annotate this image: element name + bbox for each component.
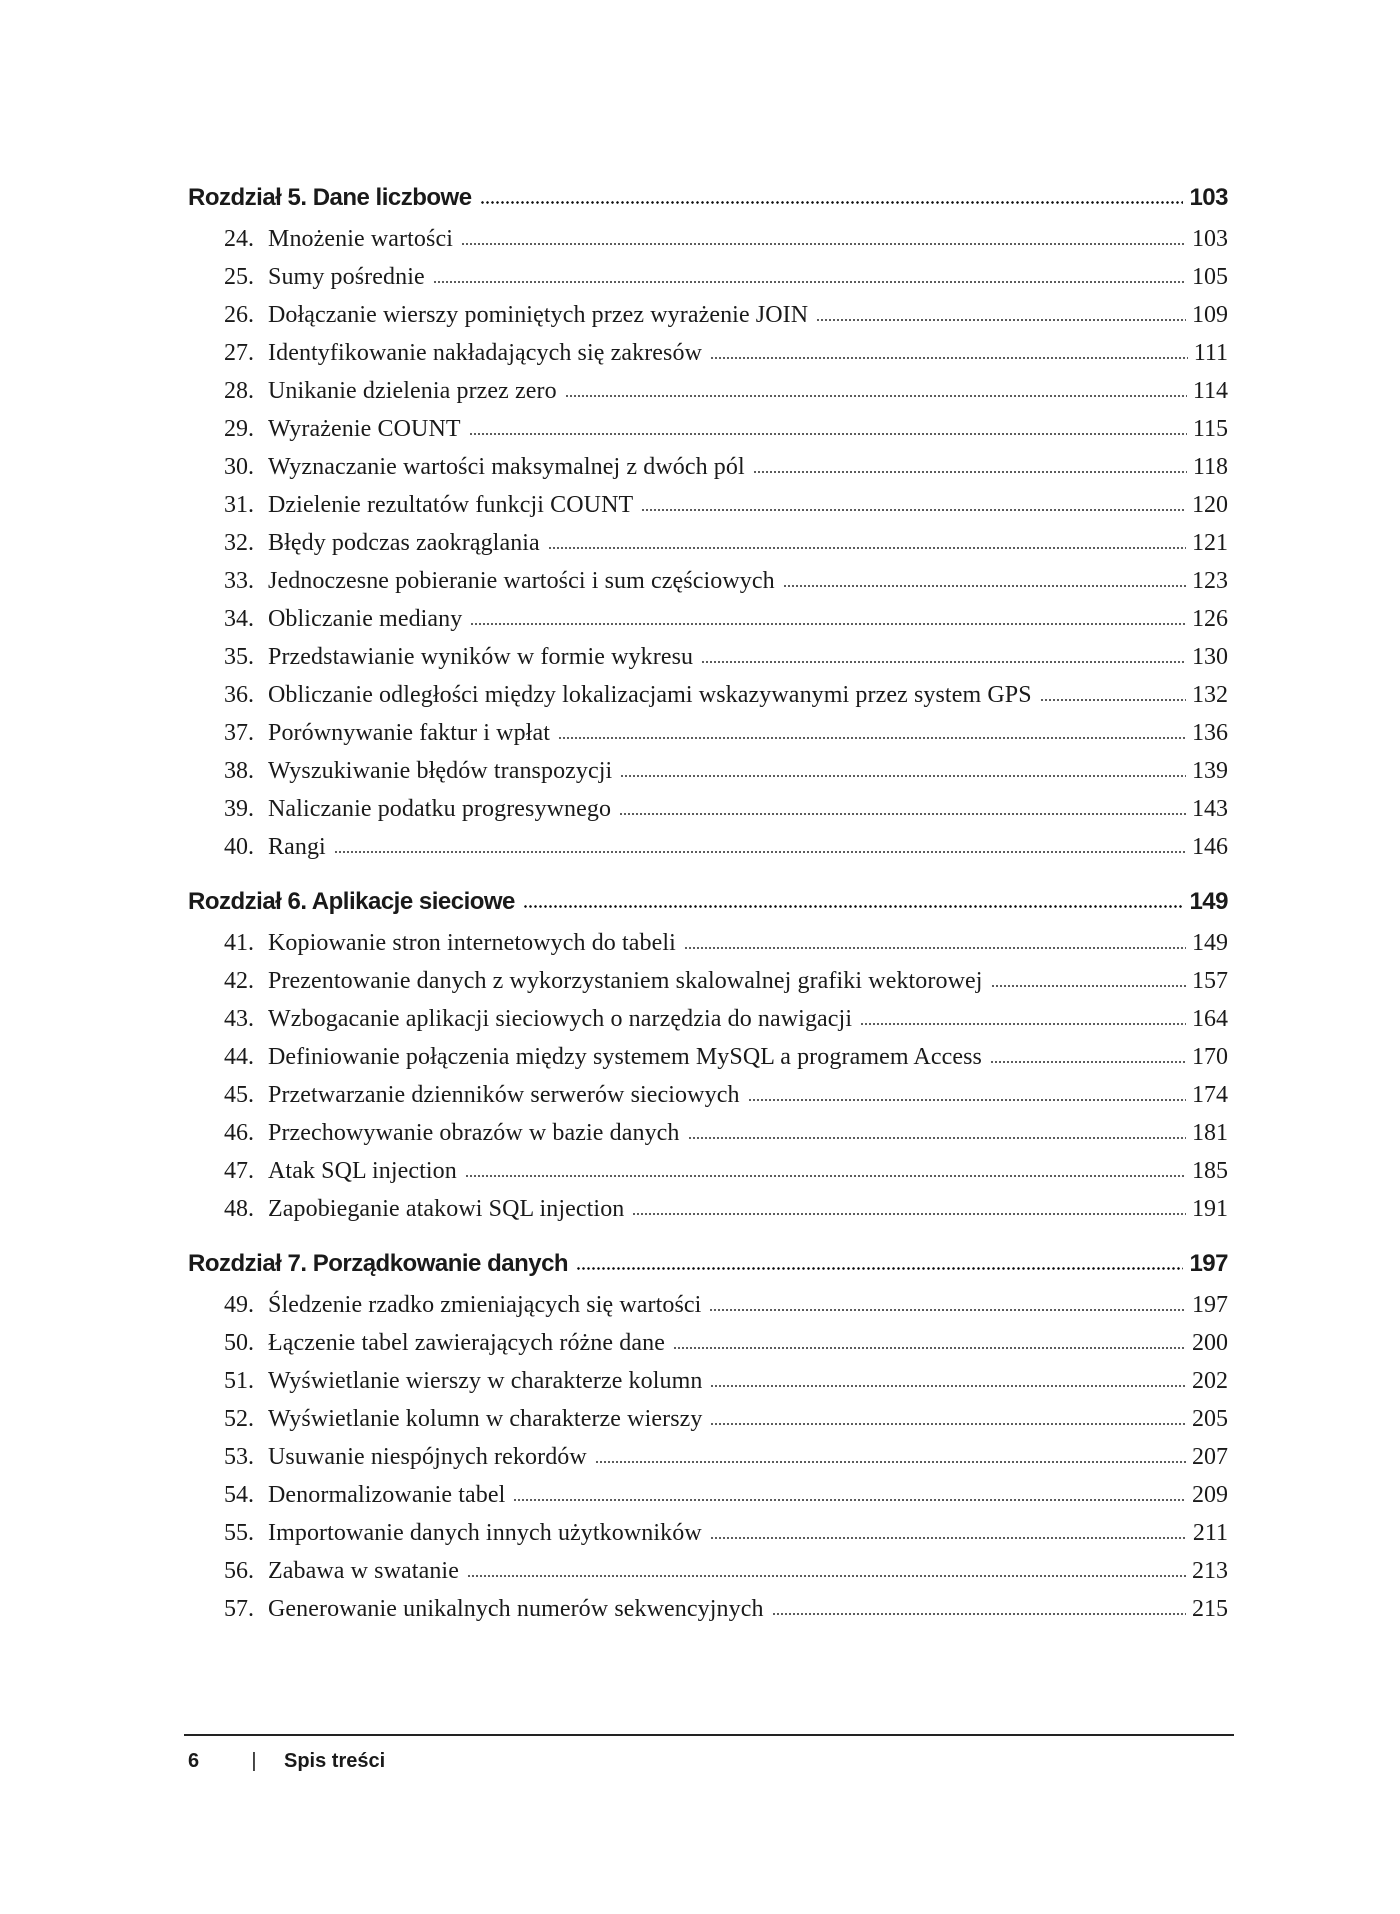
dot-leader bbox=[595, 1461, 1186, 1463]
entry-page-number: 121 bbox=[1192, 530, 1228, 556]
toc-entry[interactable] bbox=[188, 1330, 1228, 1368]
footer-section-title: Spis treści bbox=[284, 1750, 386, 1772]
entry-page-number: 136 bbox=[1192, 720, 1228, 746]
dot-leader bbox=[1040, 699, 1186, 701]
chapter-page-number: 197 bbox=[1189, 1250, 1228, 1277]
toc-entry[interactable] bbox=[188, 796, 1228, 834]
entry-title: Zabawa w swatanie bbox=[268, 1558, 459, 1584]
entry-page-number: 164 bbox=[1192, 1006, 1228, 1032]
chapter-page-number: 149 bbox=[1189, 888, 1228, 915]
entry-title: Unikanie dzielenia przez zero bbox=[268, 378, 557, 404]
entry-number: 34. bbox=[224, 606, 254, 632]
dot-leader bbox=[860, 1023, 1186, 1025]
toc-entry[interactable] bbox=[188, 378, 1228, 416]
entry-number: 27. bbox=[224, 340, 254, 366]
entry-title: Łączenie tabel zawierających różne dane bbox=[268, 1330, 665, 1356]
toc-entry[interactable] bbox=[188, 226, 1228, 264]
dot-leader bbox=[523, 905, 1184, 908]
entry-title: Porównywanie faktur i wpłat bbox=[268, 720, 550, 746]
entry-title: Błędy podczas zaokrąglania bbox=[268, 530, 540, 556]
toc-entry[interactable] bbox=[188, 1158, 1228, 1196]
toc-entry[interactable] bbox=[188, 1596, 1228, 1634]
entry-page-number: 111 bbox=[1193, 340, 1228, 366]
dot-leader bbox=[632, 1213, 1186, 1215]
entry-page-number: 103 bbox=[1192, 226, 1228, 252]
toc-entry[interactable] bbox=[188, 1368, 1228, 1406]
chapter-heading[interactable] bbox=[188, 1250, 1228, 1292]
entry-page-number: 200 bbox=[1192, 1330, 1228, 1356]
entry-number: 24. bbox=[224, 226, 254, 252]
toc-entry[interactable] bbox=[188, 1482, 1228, 1520]
toc-entry[interactable] bbox=[188, 1120, 1228, 1158]
toc-entry[interactable] bbox=[188, 1292, 1228, 1330]
entry-number: 42. bbox=[224, 968, 254, 994]
entry-title: Definiowanie połączenia między systemem MySQL a programem Access bbox=[268, 1044, 982, 1070]
entry-number: 46. bbox=[224, 1120, 254, 1146]
entry-page-number: 185 bbox=[1192, 1158, 1228, 1184]
entry-page-number: 115 bbox=[1192, 416, 1228, 442]
entry-title: Prezentowanie danych z wykorzystaniem skalowalnej grafiki wektorowej bbox=[268, 968, 983, 994]
entry-number: 53. bbox=[224, 1444, 254, 1470]
dot-leader bbox=[816, 319, 1186, 321]
dot-leader bbox=[673, 1347, 1186, 1349]
toc-entry[interactable] bbox=[188, 1196, 1228, 1234]
entry-title: Jednoczesne pobieranie wartości i sum częściowych bbox=[268, 568, 775, 594]
entry-title: Denormalizowanie tabel bbox=[268, 1482, 506, 1508]
dot-leader bbox=[991, 985, 1186, 987]
dot-leader bbox=[465, 1175, 1186, 1177]
entry-title: Obliczanie odległości między lokalizacjami wskazywanymi przez system GPS bbox=[268, 682, 1032, 708]
entry-number: 29. bbox=[224, 416, 254, 442]
entry-number: 37. bbox=[224, 720, 254, 746]
entry-number: 48. bbox=[224, 1196, 254, 1222]
entry-number: 55. bbox=[224, 1520, 254, 1546]
toc-entry[interactable] bbox=[188, 454, 1228, 492]
entry-title: Śledzenie rzadko zmieniających się wartości bbox=[268, 1292, 702, 1318]
entry-page-number: 207 bbox=[1192, 1444, 1228, 1470]
toc-entry[interactable] bbox=[188, 1006, 1228, 1044]
entry-number: 51. bbox=[224, 1368, 254, 1394]
entry-title: Przedstawianie wyników w formie wykresu bbox=[268, 644, 694, 670]
entry-number: 52. bbox=[224, 1406, 254, 1432]
dot-leader bbox=[467, 1575, 1186, 1577]
entry-title: Naliczanie podatku progresywnego bbox=[268, 796, 612, 822]
chapter-section bbox=[188, 1250, 1228, 1634]
entry-title: Generowanie unikalnych numerów sekwencyjnych bbox=[268, 1596, 764, 1622]
dot-leader bbox=[684, 947, 1186, 949]
entry-page-number: 205 bbox=[1192, 1406, 1228, 1432]
entry-page-number: 191 bbox=[1192, 1196, 1228, 1222]
entry-page-number: 139 bbox=[1192, 758, 1228, 784]
entry-page-number: 132 bbox=[1192, 682, 1228, 708]
entry-number: 25. bbox=[224, 264, 254, 290]
entry-number: 45. bbox=[224, 1082, 254, 1108]
entry-number: 30. bbox=[224, 454, 254, 480]
entry-number: 44. bbox=[224, 1044, 254, 1070]
entry-page-number: 109 bbox=[1192, 302, 1228, 328]
entry-page-number: 202 bbox=[1192, 1368, 1228, 1394]
dot-leader bbox=[469, 433, 1187, 435]
dot-leader bbox=[748, 1099, 1186, 1101]
entry-page-number: 114 bbox=[1192, 378, 1228, 404]
entry-page-number: 181 bbox=[1192, 1120, 1228, 1146]
entry-number: 32. bbox=[224, 530, 254, 556]
toc-entry[interactable] bbox=[188, 834, 1228, 872]
entry-page-number: 143 bbox=[1192, 796, 1228, 822]
dot-leader bbox=[990, 1061, 1186, 1063]
entry-number: 35. bbox=[224, 644, 254, 670]
entry-page-number: 157 bbox=[1192, 968, 1228, 994]
entry-number: 36. bbox=[224, 682, 254, 708]
chapter-heading[interactable] bbox=[188, 184, 1228, 226]
toc-entry[interactable] bbox=[188, 606, 1228, 644]
entry-title: Dzielenie rezultatów funkcji COUNT bbox=[268, 492, 634, 518]
toc-entry[interactable] bbox=[188, 1558, 1228, 1596]
table-of-contents bbox=[188, 184, 1228, 1650]
chapter-section bbox=[188, 184, 1228, 872]
entry-title: Sumy pośrednie bbox=[268, 264, 425, 290]
entry-title: Przetwarzanie dzienników serwerów sieciowych bbox=[268, 1082, 740, 1108]
entry-page-number: 146 bbox=[1192, 834, 1228, 860]
dot-leader bbox=[433, 281, 1186, 283]
entry-number: 28. bbox=[224, 378, 254, 404]
entry-title: Wzbogacanie aplikacji sieciowych o narzędzia do nawigacji bbox=[268, 1006, 853, 1032]
entry-page-number: 120 bbox=[1192, 492, 1228, 518]
entry-title: Przechowywanie obrazów w bazie danych bbox=[268, 1120, 680, 1146]
dot-leader bbox=[688, 1137, 1186, 1139]
chapter-section bbox=[188, 888, 1228, 1234]
entry-page-number: 105 bbox=[1192, 264, 1228, 290]
toc-entry[interactable] bbox=[188, 968, 1228, 1006]
entry-title: Dołączanie wierszy pominiętych przez wyrażenie JOIN bbox=[268, 302, 809, 328]
entry-title: Wyświetlanie kolumn w charakterze wierszy bbox=[268, 1406, 703, 1432]
entry-title: Identyfikowanie nakładających się zakresów bbox=[268, 340, 703, 366]
entry-title: Wyświetlanie wierszy w charakterze kolumn bbox=[268, 1368, 703, 1394]
toc-entry[interactable] bbox=[188, 1406, 1228, 1444]
entry-number: 50. bbox=[224, 1330, 254, 1356]
dot-leader bbox=[641, 509, 1186, 511]
dot-leader bbox=[710, 1385, 1186, 1387]
entry-title: Mnożenie wartości bbox=[268, 226, 453, 252]
entry-page-number: 174 bbox=[1192, 1082, 1228, 1108]
entry-title: Rangi bbox=[268, 834, 326, 860]
entry-number: 41. bbox=[224, 930, 254, 956]
dot-leader bbox=[576, 1267, 1183, 1270]
entry-page-number: 118 bbox=[1192, 454, 1228, 480]
dot-leader bbox=[548, 547, 1186, 549]
entry-number: 38. bbox=[224, 758, 254, 784]
entry-title: Kopiowanie stron internetowych do tabeli bbox=[268, 930, 676, 956]
entry-number: 49. bbox=[224, 1292, 254, 1318]
toc-entry[interactable] bbox=[188, 492, 1228, 530]
dot-leader bbox=[710, 357, 1188, 359]
dot-leader bbox=[565, 395, 1187, 397]
dot-leader bbox=[709, 1309, 1186, 1311]
toc-entry[interactable] bbox=[188, 1444, 1228, 1482]
entry-number: 54. bbox=[224, 1482, 254, 1508]
entry-page-number: 209 bbox=[1192, 1482, 1228, 1508]
page-footer bbox=[184, 1734, 1234, 1773]
entry-title: Zapobieganie atakowi SQL injection bbox=[268, 1196, 625, 1222]
entry-page-number: 215 bbox=[1192, 1596, 1228, 1622]
toc-entry[interactable] bbox=[188, 682, 1228, 720]
entry-title: Atak SQL injection bbox=[268, 1158, 457, 1184]
dot-leader bbox=[619, 813, 1186, 815]
entry-page-number: 197 bbox=[1192, 1292, 1228, 1318]
footer-rule bbox=[184, 1734, 1234, 1736]
dot-leader bbox=[783, 585, 1186, 587]
toc-entry[interactable] bbox=[188, 930, 1228, 968]
entry-title: Wyznaczanie wartości maksymalnej z dwóch pól bbox=[268, 454, 745, 480]
dot-leader bbox=[334, 851, 1186, 853]
entry-number: 47. bbox=[224, 1158, 254, 1184]
footer-page-number: 6 bbox=[188, 1750, 200, 1772]
entry-page-number: 130 bbox=[1192, 644, 1228, 670]
entry-number: 43. bbox=[224, 1006, 254, 1032]
toc-entry[interactable] bbox=[188, 302, 1228, 340]
entry-title: Obliczanie mediany bbox=[268, 606, 463, 632]
toc-entry[interactable] bbox=[188, 758, 1228, 796]
toc-entry[interactable] bbox=[188, 340, 1228, 378]
footer-line bbox=[184, 1750, 1234, 1773]
entry-page-number: 126 bbox=[1192, 606, 1228, 632]
dot-leader bbox=[470, 623, 1186, 625]
dot-leader bbox=[701, 661, 1186, 663]
entry-number: 31. bbox=[224, 492, 254, 518]
toc-entry[interactable] bbox=[188, 530, 1228, 568]
toc-entry[interactable] bbox=[188, 264, 1228, 302]
entry-number: 39. bbox=[224, 796, 254, 822]
entry-title: Usuwanie niespójnych rekordów bbox=[268, 1444, 587, 1470]
entry-page-number: 149 bbox=[1192, 930, 1228, 956]
toc-entry[interactable] bbox=[188, 1044, 1228, 1082]
toc-entry[interactable] bbox=[188, 644, 1228, 682]
dot-leader bbox=[480, 201, 1184, 204]
entry-title: Wyszukiwanie błędów transpozycji bbox=[268, 758, 613, 784]
entry-title: Wyrażenie COUNT bbox=[268, 416, 461, 442]
chapter-title: Rozdział 7. Porządkowanie danych bbox=[188, 1250, 569, 1277]
entry-number: 57. bbox=[224, 1596, 254, 1622]
toc-entry[interactable] bbox=[188, 1082, 1228, 1120]
dot-leader bbox=[710, 1423, 1186, 1425]
dot-leader bbox=[558, 737, 1186, 739]
toc-entry[interactable] bbox=[188, 720, 1228, 758]
chapter-page-number: 103 bbox=[1189, 184, 1228, 211]
dot-leader bbox=[461, 243, 1186, 245]
toc-entry[interactable] bbox=[188, 1520, 1228, 1558]
chapter-title: Rozdział 6. Aplikacje sieciowe bbox=[188, 888, 515, 915]
chapter-title: Rozdział 5. Dane liczbowe bbox=[188, 184, 472, 211]
toc-entry[interactable] bbox=[188, 416, 1228, 454]
chapter-heading[interactable] bbox=[188, 888, 1228, 930]
entry-title: Importowanie danych innych użytkowników bbox=[268, 1520, 702, 1546]
entry-page-number: 170 bbox=[1192, 1044, 1228, 1070]
dot-leader bbox=[772, 1613, 1186, 1615]
dot-leader bbox=[513, 1499, 1186, 1501]
entry-page-number: 211 bbox=[1192, 1520, 1228, 1546]
toc-entry[interactable] bbox=[188, 568, 1228, 606]
entry-page-number: 213 bbox=[1192, 1558, 1228, 1584]
entry-number: 26. bbox=[224, 302, 254, 328]
dot-leader bbox=[710, 1537, 1187, 1539]
entry-page-number: 123 bbox=[1192, 568, 1228, 594]
entry-number: 33. bbox=[224, 568, 254, 594]
dot-leader bbox=[753, 471, 1187, 473]
dot-leader bbox=[620, 775, 1186, 777]
entry-number: 40. bbox=[224, 834, 254, 860]
entry-number: 56. bbox=[224, 1558, 254, 1584]
footer-separator: | bbox=[251, 1750, 257, 1772]
